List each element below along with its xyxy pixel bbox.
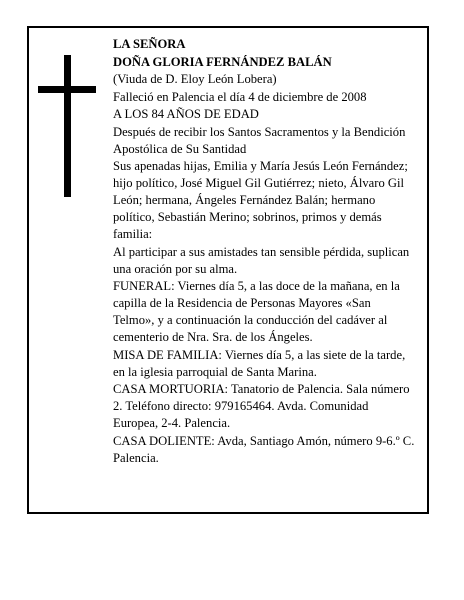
home-info: CASA DOLIENTE: Avda, Santiago Amón, número 9-6.º C. Palencia. — [113, 433, 415, 465]
cross-vertical-bar — [64, 55, 71, 197]
family-list: Sus apenadas hijas, Emilia y María Jesús León Fernández; hijo político, José Miguel Gil Gutiérrez; nieto, Álvaro Gil León; hermana, Ángeles Fernández Balán; hermano político, Sebastián Merino; sobrinos, primos y demás familia: — [113, 159, 408, 241]
prayer-request: Al participar a sus amistades tan sensible pérdida, suplican una oración por su alma. — [113, 244, 410, 276]
obituary-text — [113, 36, 415, 467]
funeral-info: FUNERAL: Viernes día 5, a las doce de la mañana, en la capilla de la Residencia de Personas Mayores «San Telmo», y a continuación la conducción del cadáver al cementerio de Nra. Sra. de los Ángeles. — [113, 279, 400, 344]
obituary-title: LA SEÑORA — [113, 37, 186, 51]
death-date: Falleció en Palencia el día 4 de diciembre de 2008 — [113, 89, 367, 104]
sacraments-text: Después de recibir los Santos Sacramentos y la Bendición Apostólica de Su Santidad — [113, 124, 406, 156]
funeral-home-info: CASA MORTUORIA: Tanatorio de Palencia. Sala número 2. Teléfono directo: 979165464. Avda. Comunidad Europea, 2-4. Palencia. — [113, 382, 410, 430]
family-mass-info: MISA DE FAMILIA: Viernes día 5, a las siete de la tarde, en la iglesia parroquial de Santa Marina. — [113, 347, 406, 379]
deceased-name: DOÑA GLORIA FERNÁNDEZ BALÁN — [113, 54, 332, 69]
widow-of: (Viuda de D. Eloy León Lobera) — [113, 72, 277, 86]
cross-horizontal-bar — [38, 86, 96, 93]
age: A LOS 84 AÑOS DE EDAD — [113, 107, 259, 121]
